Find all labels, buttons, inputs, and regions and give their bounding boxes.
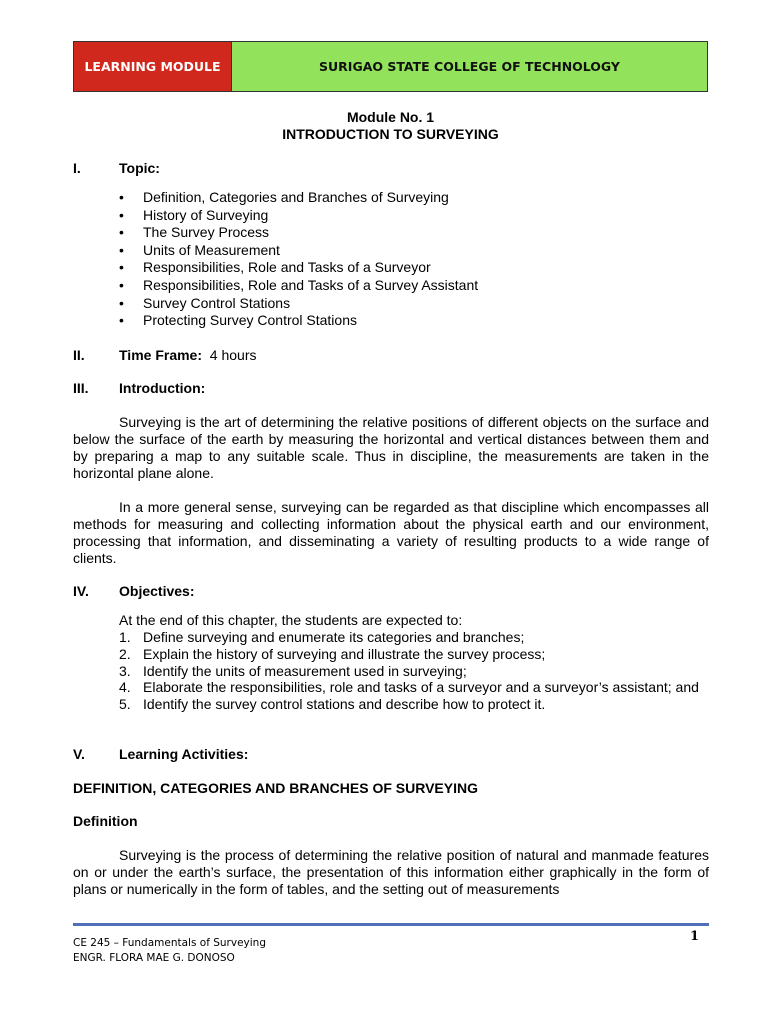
list-item [119, 663, 709, 680]
list-item [119, 679, 709, 696]
section-number: I. [73, 160, 81, 176]
section-objectives [73, 583, 194, 599]
module-header [73, 41, 708, 92]
footer-course: CE 245 – Fundamentals of Surveying [73, 937, 266, 949]
list-item [119, 629, 709, 646]
definition-subheading: Definition [73, 813, 138, 829]
list-item: • The Survey Process [119, 224, 478, 242]
section-label: Learning Activities: [119, 746, 249, 762]
item-number: 2. [119, 645, 131, 662]
item-number: 5. [119, 696, 131, 713]
section-time-frame [73, 347, 256, 363]
item-text: Explain the history of surveying and illustrate the survey process; [143, 645, 546, 662]
section-number: V. [73, 746, 85, 762]
list-item: • Responsibilities, Role and Tasks of a Surveyor [119, 259, 478, 277]
definition-paragraph: Surveying is the process of determining the relative position of natural and manmade features on or under the earth’s surface, the presentation of this information either graphically in the form of plans or numerically in the form of tables, and the setting out of measurements [73, 847, 709, 897]
item-number: 1. [119, 629, 131, 645]
college-name: SURIGAO STATE COLLEGE OF TECHNOLOGY [232, 42, 707, 91]
module-number: Module No. 1 [346, 109, 435, 125]
objectives-intro: At the end of this chapter, the students are expected to: [119, 612, 463, 628]
section-label: Time Frame: [119, 347, 202, 363]
item-text: Elaborate the responsibilities, role and tasks of a surveyor and a surveyor’s assistant; and [143, 679, 699, 696]
objectives-list [119, 629, 709, 713]
learning-module-label: LEARNING MODULE [74, 42, 232, 91]
intro-paragraph-2: In a more general sense, surveying can be regarded as that discipline which encompasses all methods for measuring and collecting information about the physical earth and our environment, processing that information, and disseminating a variety of resulting products to a wide range of clients. [73, 499, 709, 566]
list-item: • Survey Control Stations [119, 295, 478, 313]
section-introduction [73, 380, 205, 396]
intro-paragraph-1: Surveying is the art of determining the relative positions of different objects on the surface and below the surface of the earth by measuring the horizontal and vertical distances between them and by preparing a map to any suitable scale. Thus in discipline, the measurements are taken in the horizontal plane alone. [73, 414, 709, 481]
item-text: Identify the units of measurement used in surveying; [143, 662, 467, 679]
list-item: • Definition, Categories and Branches of Surveying [119, 189, 478, 207]
list-item: • Protecting Survey Control Stations [119, 312, 478, 330]
section-number: III. [73, 380, 89, 396]
list-item [119, 646, 709, 663]
section-label: Topic: [119, 160, 160, 176]
topic-list [119, 189, 478, 330]
list-item: • Units of Measurement [119, 242, 478, 260]
section-number: II. [73, 347, 85, 363]
footer-divider [73, 923, 709, 926]
section-number: IV. [73, 583, 89, 599]
item-number: 4. [119, 679, 131, 696]
time-frame-value: 4 hours [209, 347, 257, 363]
list-item [119, 696, 709, 713]
section-label: Introduction: [119, 380, 206, 396]
module-title: INTRODUCTION TO SURVEYING [282, 126, 499, 142]
definition-section-heading: DEFINITION, CATEGORIES AND BRANCHES OF SURVEYING [73, 780, 478, 796]
item-number: 3. [119, 662, 131, 679]
item-text: Identify the survey control stations and describe how to protect it. [143, 696, 546, 713]
section-topic [73, 160, 160, 176]
item-text: Define surveying and enumerate its categories and branches; [143, 629, 525, 645]
section-label: Objectives: [119, 583, 195, 599]
section-learning-activities [73, 746, 248, 762]
list-item: • History of Surveying [119, 207, 478, 225]
list-item: • Responsibilities, Role and Tasks of a Survey Assistant [119, 277, 478, 295]
page-number: 1 [690, 929, 700, 944]
footer-author: ENGR. FLORA MAE G. DONOSO [73, 952, 235, 964]
